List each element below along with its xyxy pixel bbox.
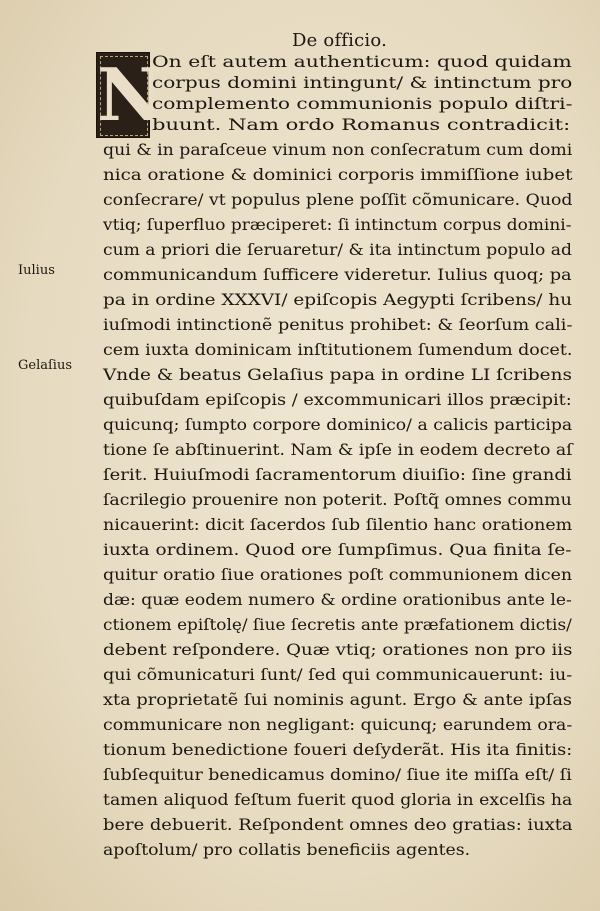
text-line: buunt. Nam ordo Romanus contradicit: — [152, 116, 571, 134]
text-line: qui & in paraſceue vinum non conſecratum cum domi — [103, 141, 573, 159]
text-line: communicandum ſufficere videretur. Iulius quoq; pa — [103, 266, 572, 284]
text-line: ſubſequitur benedicamus domino/ ſiue ite miſſa eſt/ ſi — [103, 766, 572, 784]
text-line: tione ſe abſtinuerint. Nam & ipſe in eodem decreto aſ — [103, 441, 573, 459]
margin-note-gelasius: Gelaſius — [18, 358, 72, 373]
text-line: nicauerint: dicit ſacerdos ſub ſilentio hanc orationem — [103, 516, 573, 534]
text-line: ctionem epiſtolę/ ſiue ſecretis ante præfationem dictis/ — [103, 616, 572, 634]
text-line: quibuſdam epiſcopis / excommunicari illos præcipit: — [103, 391, 572, 409]
text-line: qui cõmunicaturi ſunt/ ſed qui communicauerunt: iu- — [103, 666, 573, 684]
text-line: quitur oratio ſiue orationes poſt communionem dicen — [103, 566, 573, 584]
text-line: cem iuxta dominicam inſtitutionem ſumendum docet. — [103, 341, 573, 359]
text-line: debent reſpondere. Quæ vtiq; orationes non pro iis — [103, 641, 573, 659]
text-line: ſerit. Huiuſmodi ſacramentorum diuiſio: ſine grandi — [103, 466, 572, 484]
text-line: corpus domini intingunt/ & intinctum pro — [152, 74, 573, 92]
text-line: vtiq; ſuperfluo præciperet: ſi intinctum corpus domini- — [103, 216, 572, 234]
text-line: quicunq; ſumpto corpore dominico/ a calicis participa — [103, 416, 573, 434]
text-line: nica oratione & dominici corporis immiſſione iubet — [103, 166, 573, 184]
text-line: tamen aliquod feſtum fuerit quod gloria in excelſis ha — [103, 791, 573, 809]
text-line: xta proprietatẽ ſui nominis agunt. Ergo & ante ipſas — [103, 691, 573, 709]
text-line: cum a priori die ſeruaretur/ & ita intinctum populo ad — [103, 241, 572, 259]
text-line: bere debuerit. Reſpondent omnes deo gratias: iuxta — [103, 816, 573, 834]
initial-letter: N — [97, 52, 163, 137]
text-line: iuxta ordinem. Quod ore ſumpſimus. Qua finita ſe- — [103, 541, 572, 559]
text-line: Vnde & beatus Gelaſius papa in ordine LI ſcribens — [103, 366, 572, 384]
text-line: tionum benedictione foueri deſyderãt. His ita finitis: — [103, 741, 573, 759]
decorated-initial — [96, 52, 163, 138]
running-head: De officio. — [292, 30, 388, 51]
text-line: pa in ordine XXXVI/ epiſcopis Aegypti ſcribens/ hu — [103, 291, 573, 309]
text-line: iuſmodi intinctionẽ penitus prohibet: & ſeorſum cali- — [103, 316, 573, 334]
text-line: conſecrare/ vt populus plene poſſit cõmunicare. Quod — [103, 191, 573, 209]
text-line: ſacrilegio prouenire non poterit. Poſtq̃ omnes commu — [103, 491, 572, 509]
text-line: dæ: quæ eodem numero & ordine orationibus ante le- — [103, 591, 572, 609]
text-line: On eſt autem authenticum: quod quidam — [152, 53, 572, 71]
margin-note-iulius: Iulius — [18, 263, 55, 278]
text-line: complemento communionis populo diſtri- — [152, 95, 573, 113]
text-line: communicare non negligant: quicunq; earundem ora- — [103, 716, 573, 734]
text-line: apoſtolum/ pro collatis beneficiis agentes. — [103, 841, 471, 859]
